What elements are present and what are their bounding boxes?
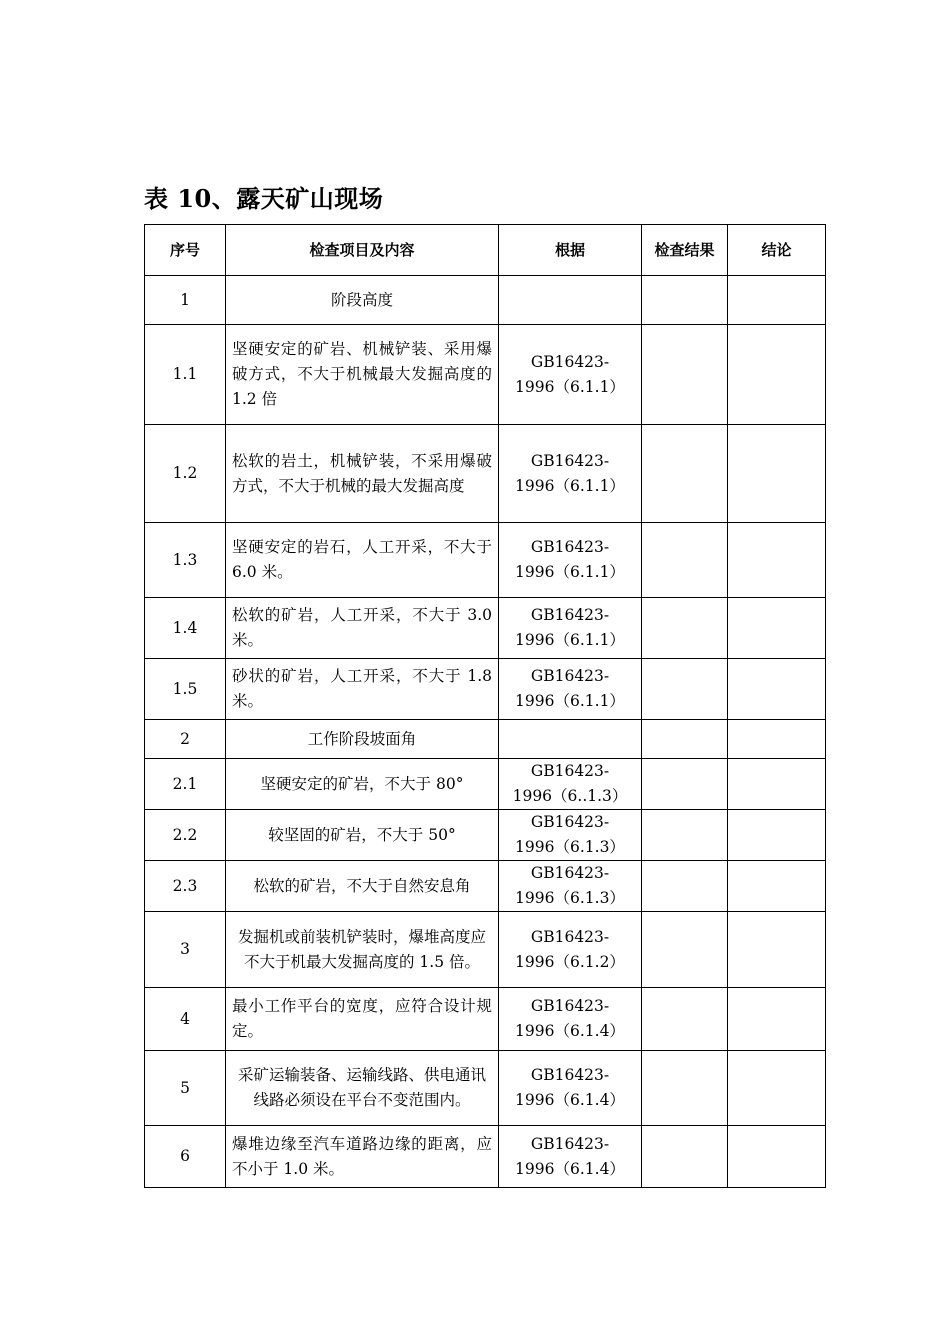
row-item: 松软的矿岩，人工开采，不大于 3.0 米。 (226, 598, 499, 659)
header-item: 检查项目及内容 (226, 225, 499, 276)
row-result (642, 988, 728, 1051)
row-item: 坚硬安定的岩石，人工开采，不大于 6.0 米。 (226, 523, 499, 598)
row-num: 4 (145, 988, 226, 1051)
row-result (642, 598, 728, 659)
row-result (642, 1126, 728, 1188)
row-item: 松软的岩土，机械铲装，不采用爆破方式，不大于机械的最大发掘高度 (226, 425, 499, 523)
row-conclusion (728, 861, 826, 912)
basis-code: GB16423- (530, 864, 610, 882)
table-row (145, 912, 826, 988)
basis-code: GB16423- (530, 997, 610, 1015)
row-result (642, 720, 728, 759)
table-row (145, 425, 826, 523)
row-basis (499, 659, 642, 720)
row-result (642, 1051, 728, 1126)
basis-clause: 1996（6.1.1） (515, 476, 625, 495)
row-num: 6 (145, 1126, 226, 1188)
row-basis (499, 1051, 642, 1126)
page-title: 表 10、露天矿山现场 (144, 184, 384, 213)
row-num: 1.4 (145, 598, 226, 659)
row-result (642, 523, 728, 598)
basis-clause: 1996（6.1.2） (515, 952, 625, 971)
row-item: 较坚固的矿岩，不大于 50° (226, 810, 499, 861)
table-row (145, 523, 826, 598)
row-result (642, 759, 728, 810)
row-conclusion (728, 720, 826, 759)
row-conclusion (728, 1051, 826, 1126)
table-row (145, 325, 826, 425)
inspection-table (144, 224, 826, 1188)
row-num: 3 (145, 912, 226, 988)
row-result (642, 659, 728, 720)
header-result: 检查结果 (642, 225, 728, 276)
basis-clause: 1996（6.1.4） (515, 1022, 625, 1040)
table-row (145, 810, 826, 861)
row-conclusion (728, 1126, 826, 1188)
table-header-row (145, 225, 826, 276)
row-num: 1.3 (145, 523, 226, 598)
row-item: 工作阶段坡面角 (226, 720, 499, 759)
row-item: 最小工作平台的宽度，应符合设计规定。 (226, 988, 499, 1051)
header-basis: 根据 (499, 225, 642, 276)
row-num: 2.2 (145, 810, 226, 861)
row-conclusion (728, 659, 826, 720)
table-row (145, 1126, 826, 1188)
row-conclusion (728, 988, 826, 1051)
row-conclusion (728, 325, 826, 425)
row-basis (499, 810, 642, 861)
row-item: 爆堆边缘至汽车道路边缘的距离，应不小于 1.0 米。 (226, 1126, 499, 1188)
row-num: 1 (145, 276, 226, 325)
row-conclusion (728, 523, 826, 598)
row-basis (499, 523, 642, 598)
row-result (642, 325, 728, 425)
row-num: 1.5 (145, 659, 226, 720)
row-item: 砂状的矿岩，人工开采，不大于 1.8 米。 (226, 659, 499, 720)
row-num: 1.1 (145, 325, 226, 425)
basis-code: GB16423- (530, 813, 610, 831)
row-result (642, 861, 728, 912)
basis-code: GB16423- (530, 762, 610, 780)
basis-clause: 1996（6.1.1） (515, 377, 625, 396)
row-basis (499, 912, 642, 988)
table-row (145, 1051, 826, 1126)
row-num: 2.3 (145, 861, 226, 912)
row-basis (499, 861, 642, 912)
basis-code: GB16423- (530, 667, 610, 685)
row-item: 松软的矿岩，不大于自然安息角 (226, 861, 499, 912)
basis-clause: 1996（6.1.1） (515, 692, 625, 710)
basis-clause: 1996（6.1.4） (515, 1159, 625, 1178)
basis-clause: 1996（6.1.3） (515, 838, 625, 856)
basis-code: GB16423- (530, 451, 610, 470)
basis-clause: 1996（6.1.1） (515, 631, 625, 649)
row-conclusion (728, 598, 826, 659)
basis-code: GB16423- (530, 1134, 610, 1153)
header-conclusion: 结论 (728, 225, 826, 276)
header-num: 序号 (145, 225, 226, 276)
table-row (145, 276, 826, 325)
table-row (145, 720, 826, 759)
row-item: 阶段高度 (226, 276, 499, 325)
row-result (642, 425, 728, 523)
basis-code: GB16423- (530, 352, 610, 371)
basis-code: GB16423- (530, 1066, 610, 1084)
row-conclusion (728, 276, 826, 325)
basis-code: GB16423- (530, 606, 610, 624)
row-conclusion (728, 759, 826, 810)
row-conclusion (728, 912, 826, 988)
row-result (642, 276, 728, 325)
row-result (642, 912, 728, 988)
row-basis (499, 988, 642, 1051)
row-num: 2.1 (145, 759, 226, 810)
row-num: 1.2 (145, 425, 226, 523)
row-basis (499, 598, 642, 659)
table-row (145, 759, 826, 810)
row-num: 5 (145, 1051, 226, 1126)
row-item: 坚硬安定的矿岩，不大于 80° (226, 759, 499, 810)
basis-clause: 1996（6.1.4） (515, 1091, 625, 1109)
basis-code: GB16423- (530, 927, 610, 946)
table-row (145, 659, 826, 720)
row-result (642, 810, 728, 861)
basis-clause: 1996（6.1.1） (515, 563, 625, 581)
basis-clause: 1996（6.1.3） (515, 889, 625, 907)
row-basis (499, 325, 642, 425)
basis-clause: 1996（6..1.3） (512, 787, 628, 805)
row-basis (499, 720, 642, 759)
table-row (145, 861, 826, 912)
row-conclusion (728, 425, 826, 523)
row-basis (499, 1126, 642, 1188)
row-basis (499, 276, 642, 325)
basis-code: GB16423- (530, 538, 610, 556)
row-item: 采矿运输装备、运输线路、供电通讯线路必须设在平台不变范围内。 (226, 1051, 499, 1126)
row-conclusion (728, 810, 826, 861)
table-row (145, 598, 826, 659)
table-row (145, 988, 826, 1051)
row-basis (499, 425, 642, 523)
row-item: 坚硬安定的矿岩、机械铲装、采用爆破方式，不大于机械最大发掘高度的 1.2 倍 (226, 325, 499, 425)
row-item: 发掘机或前装机铲装时，爆堆高度应不大于机最大发掘高度的 1.5 倍。 (226, 912, 499, 988)
row-num: 2 (145, 720, 226, 759)
row-basis (499, 759, 642, 810)
